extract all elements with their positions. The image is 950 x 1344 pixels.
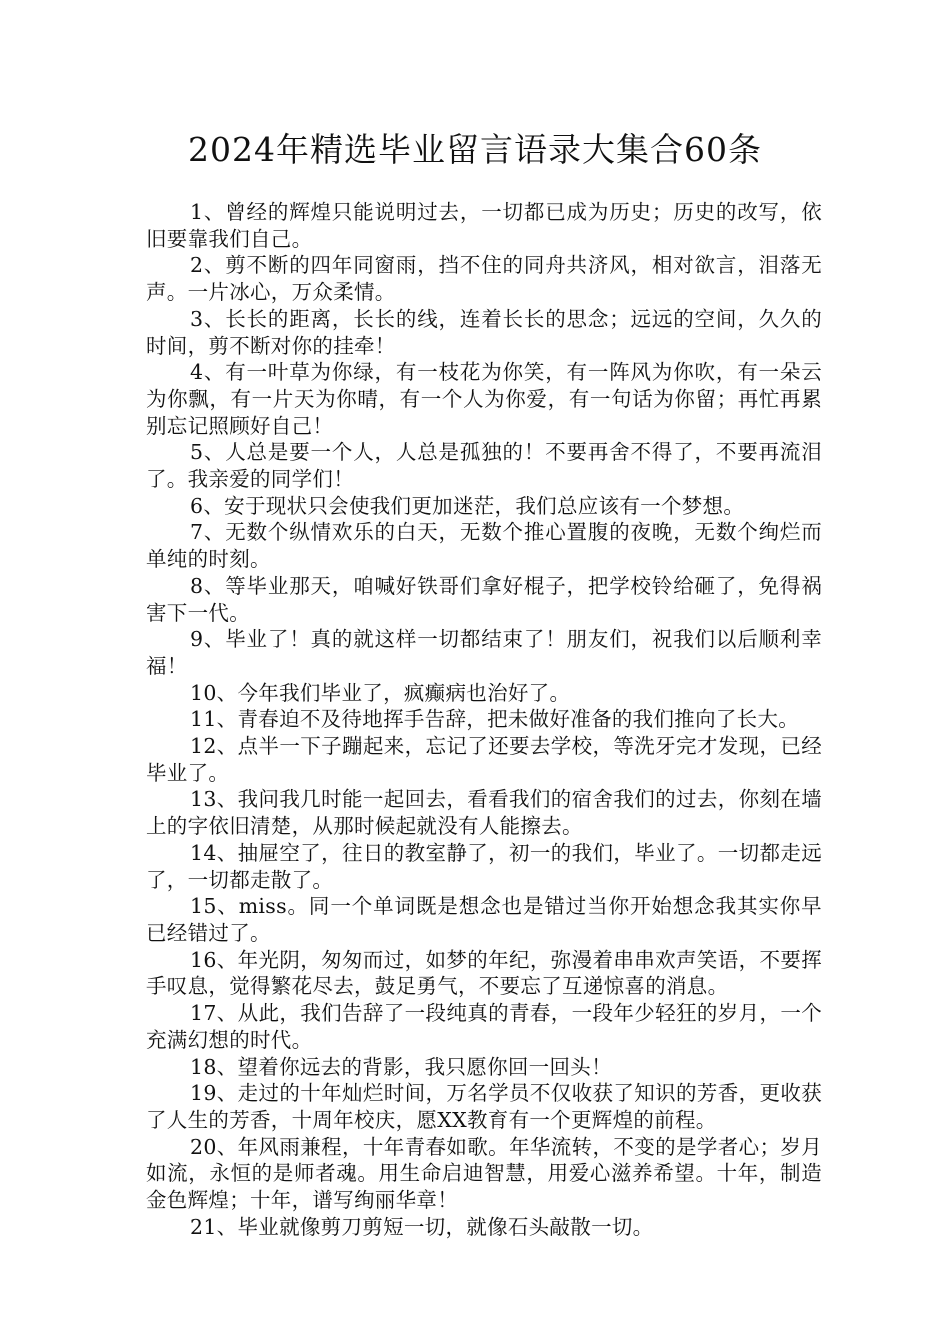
paragraph-6: 6、安于现状只会使我们更加迷茫，我们总应该有一个梦想。 — [190, 493, 745, 518]
paragraph-16: 16、年光阴，匆匆而过，如梦的年纪，弥漫着串串欢声笑语，不要挥手叹息，觉得繁花尽去，鼓足勇气，不要忘了互递惊喜的消息。 — [146, 947, 822, 999]
paragraph-21: 21、毕业就像剪刀剪短一切，就像石头敲散一切。 — [190, 1214, 654, 1239]
paragraph-3: 3、长长的距离，长长的线，连着长长的思念；远远的空间，久久的时间，剪不断对你的挂牵！ — [146, 306, 822, 358]
paragraph-9: 9、毕业了！真的就这样一切都结束了！朋友们，祝我们以后顺利幸福！ — [146, 627, 822, 678]
paragraph-17: 17、从此，我们告辞了一段纯真的青春，一段年少轻狂的岁月，一个充满幻想的时代。 — [146, 1001, 822, 1052]
paragraph-5: 5、人总是要一个人，人总是孤独的！不要再舍不得了，不要再流泪了。我亲爱的同学们！ — [146, 440, 822, 492]
paragraph-2: 2、剪不断的四年同窗雨，挡不住的同舟共济风，相对欲言，泪落无声。一片冰心，万众柔情。 — [146, 253, 822, 305]
paragraph-14: 14、抽屉空了，往日的教室静了，初一的我们，毕业了。一切都走远了，一切都走散了。 — [146, 840, 822, 892]
paragraph-13: 13、我问我几时能一起回去，看看我们的宿舍我们的过去，你刻在墙上的字依旧清楚，从那时候起就没有人能擦去。 — [146, 787, 822, 839]
paragraph-7: 7、无数个纵情欢乐的白天，无数个推心置腹的夜晚，无数个绚烂而单纯的时刻。 — [146, 520, 822, 572]
paragraph-12: 12、点半一下子蹦起来，忘记了还要去学校，等洗牙完才发现，已经毕业了。 — [146, 734, 822, 785]
paragraph-4: 4、有一叶草为你绿，有一枝花为你笑，有一阵风为你吹，有一朵云为你飘，有一片天为你晴，有一个人为你爱，有一句话为你留；再忙再累别忘记照顾好自己！ — [146, 360, 822, 438]
paragraph-19: 19、走过的十年灿烂时间，万名学员不仅收获了知识的芳香，更收获了人生的芳香，十周年校庆，愿XX教育有一个更辉煌的前程。 — [146, 1081, 822, 1132]
document-title: 2024年精选毕业留言语录大集合60条 — [188, 130, 762, 169]
paragraph-10: 10、今年我们毕业了，疯癫病也治好了。 — [190, 680, 571, 705]
paragraph-20: 20、年风雨兼程，十年青春如歌。年华流转，不变的是学者心；岁月如流，永恒的是师者魂。用生命启迪智慧，用爱心滋养希望。十年，制造金色辉煌；十年，谱写绚丽华章！ — [146, 1134, 822, 1213]
paragraph-18: 18、望着你远去的背影，我只愿你回一回头！ — [190, 1054, 612, 1079]
paragraph-1: 1、曾经的辉煌只能说明过去，一切都已成为历史；历史的改写，依旧要靠我们自己。 — [146, 200, 822, 251]
paragraph-11: 11、青春迫不及待地挥手告辞，把未做好准备的我们推向了长大。 — [190, 707, 800, 732]
document-body — [146, 199, 822, 1240]
paragraph-8: 8、等毕业那天，咱喊好铁哥们拿好棍子，把学校铃给砸了，免得祸害下一代。 — [146, 573, 822, 625]
paragraph-15: 15、miss。同一个单词既是想念也是错过当你开始想念我其实你早已经错过了。 — [146, 894, 822, 945]
